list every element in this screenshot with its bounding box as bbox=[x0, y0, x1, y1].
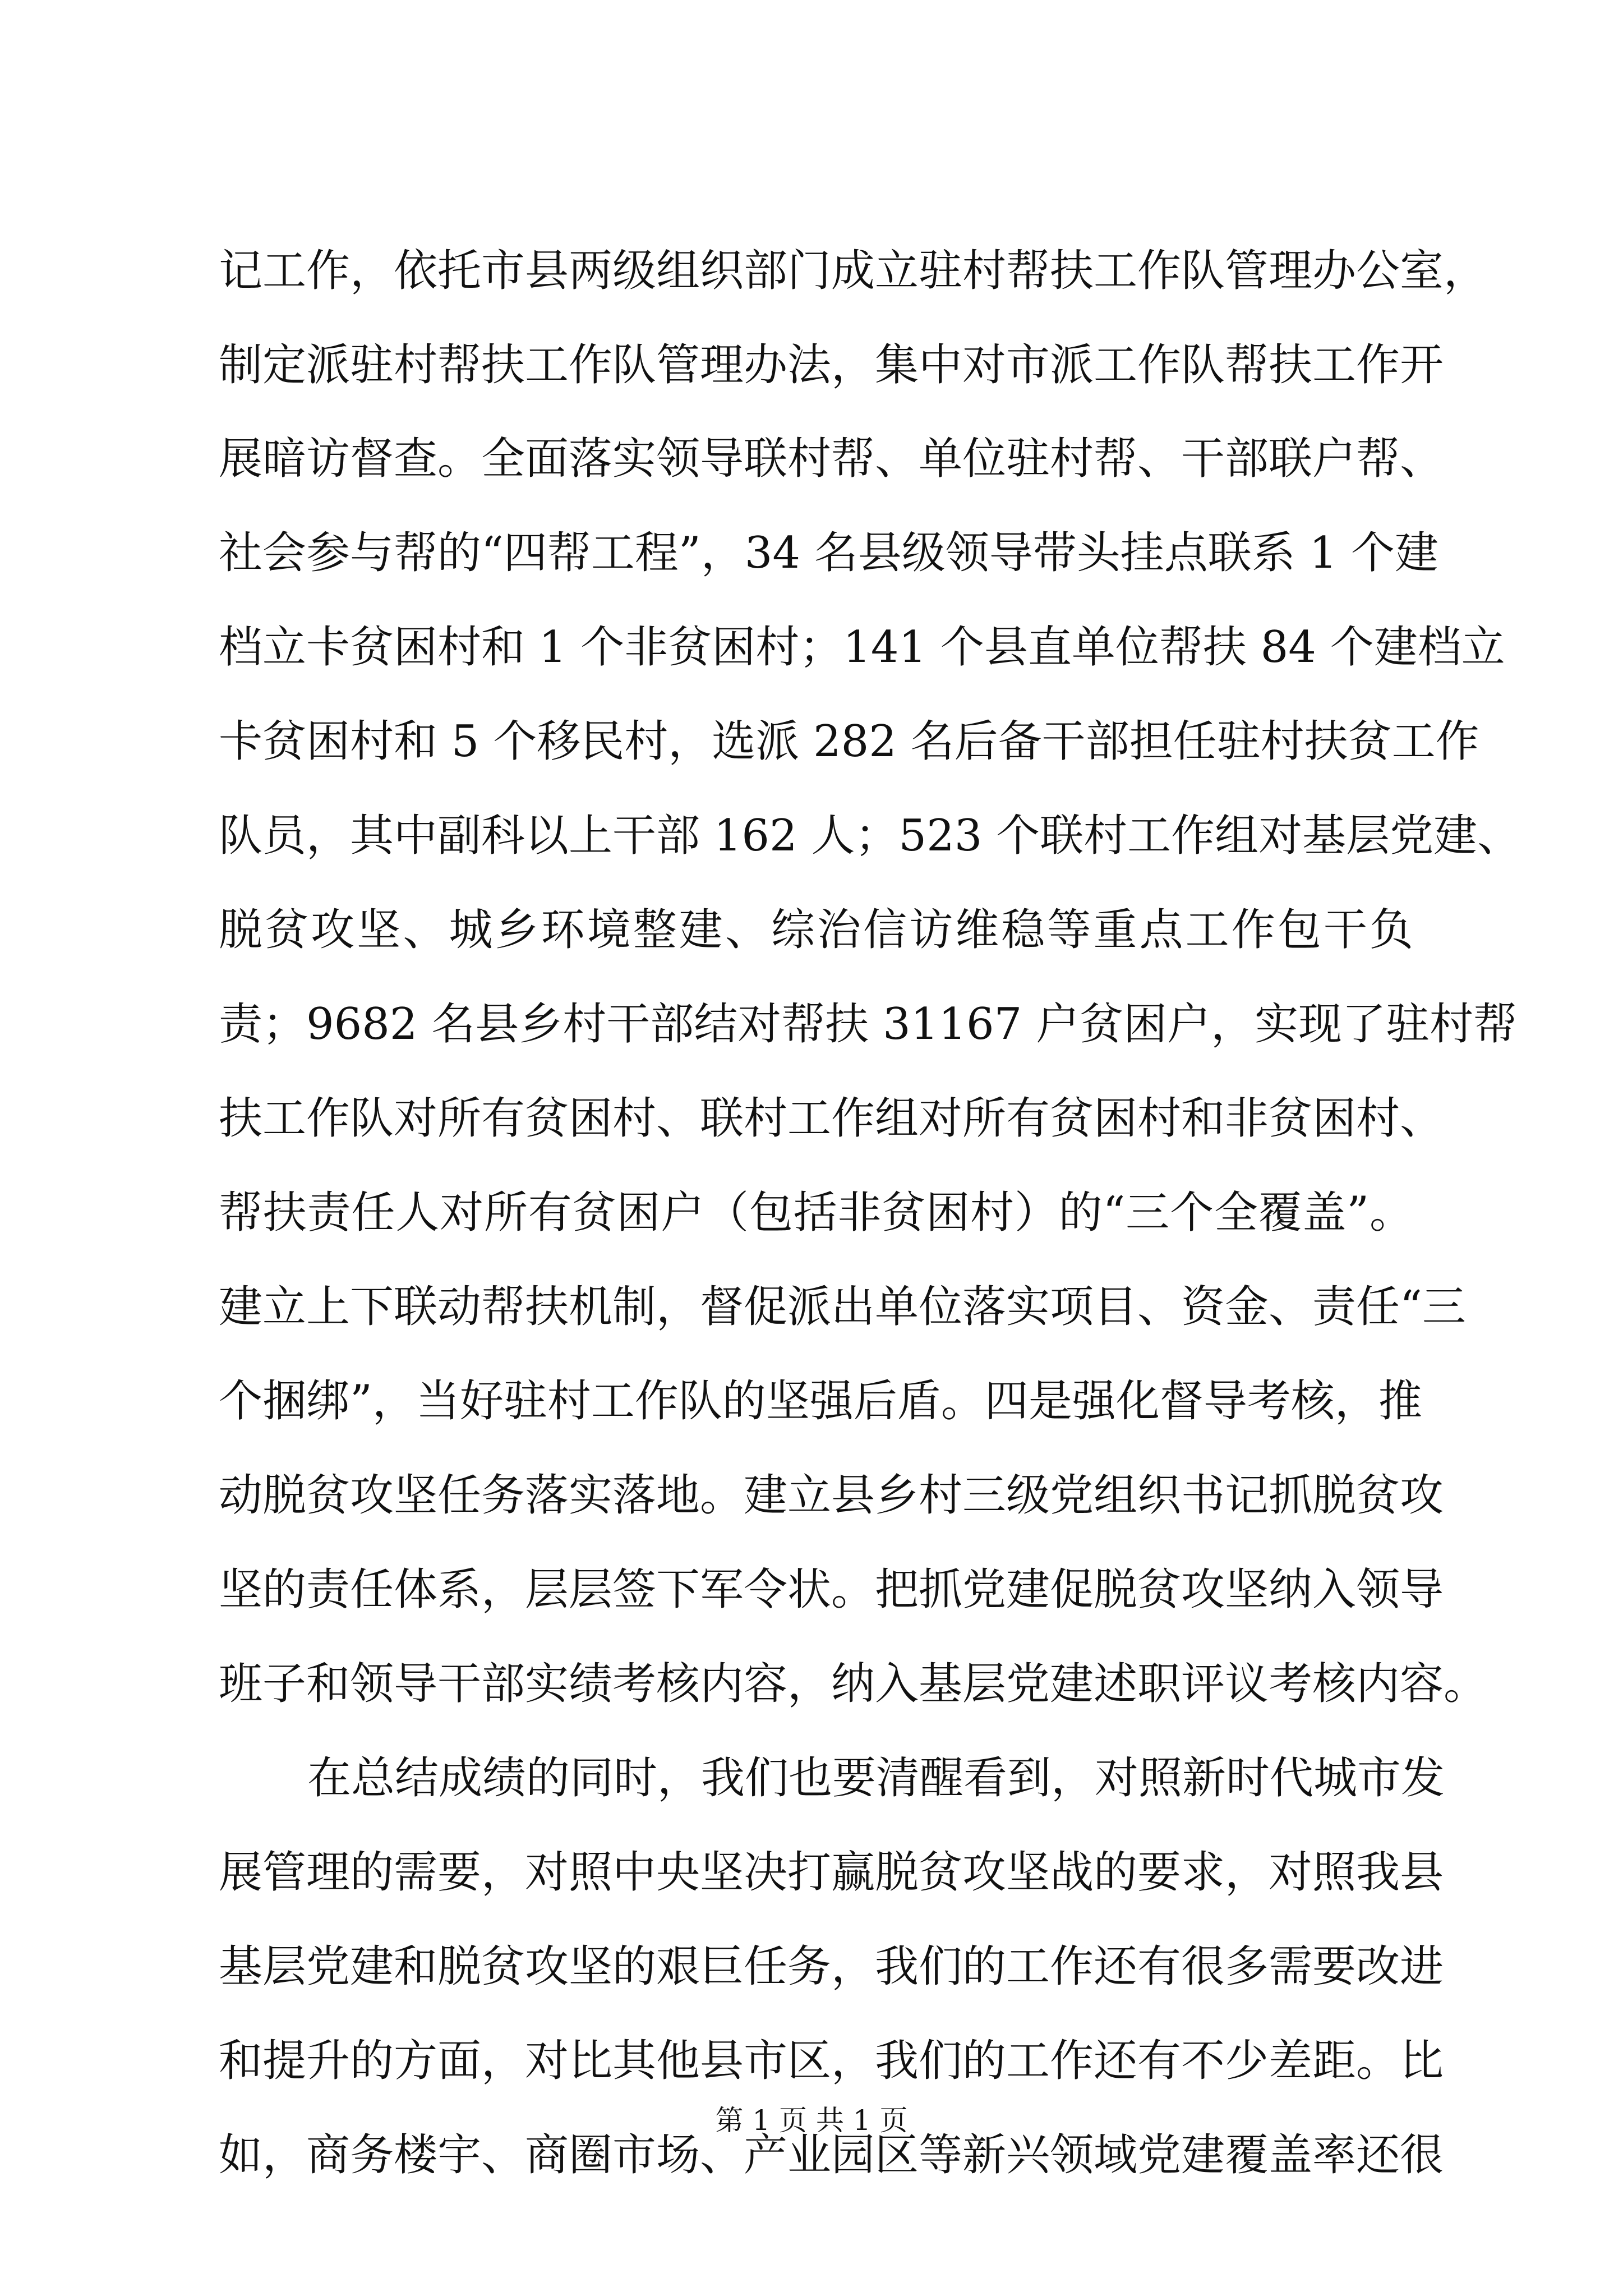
text-line: 责；9682 名县乡村干部结对帮扶 31167 户贫困户，实现了驻村帮 bbox=[219, 999, 1518, 1050]
text-line: 队员，其中副科以上干部 162 人；523 个联村工作组对基层党建、 bbox=[219, 811, 1521, 861]
text-line: 扶工作队对所有贫困村、联村工作组对所有贫困村和非贫困村、 bbox=[219, 1093, 1444, 1144]
text-line: 档立卡贫困村和 1 个非贫困村；141 个县直单位帮扶 84 个建档立 bbox=[219, 622, 1505, 673]
text-line: 制定派驻村帮扶工作队管理办法，集中对市派工作队帮扶工作开 bbox=[219, 340, 1444, 390]
text-line: 动脱贫攻坚任务落实落地。建立县乡村三级党组织书记抓脱贫攻 bbox=[219, 1470, 1444, 1521]
text-line: 社会参与帮的“四帮工程”，34 名县级领导带头挂点联系 1 个建 bbox=[219, 528, 1439, 578]
text-line: 班子和领导干部实绩考核内容，纳入基层党建述职评议考核内容。 bbox=[219, 1659, 1488, 1709]
text-line: 脱贫攻坚、城乡环境整建、综治信访维稳等重点工作包干负 bbox=[219, 905, 1413, 955]
text-line: 和提升的方面，对比其他县市区，我们的工作还有不少差距。比 bbox=[219, 2036, 1444, 2086]
text-line: 展管理的需要，对照中央坚决打赢脱贫攻坚战的要求，对照我县 bbox=[219, 1847, 1444, 1898]
text-line: 基层党建和脱贫攻坚的艰巨任务，我们的工作还有很多需要改进 bbox=[219, 1941, 1444, 1992]
page-footer: 第 1 页 共 1 页 bbox=[715, 2104, 908, 2137]
text-line: 帮扶责任人对所有贫困户（包括非贫困村）的“三个全覆盖”。 bbox=[219, 1188, 1413, 1238]
text-line: 建立上下联动帮扶机制，督促派出单位落实项目、资金、责任“三 bbox=[219, 1282, 1466, 1332]
paragraph-first-line: 在总结成绩的同时，我们也要清醒看到，对照新时代城市发 bbox=[307, 1753, 1445, 1803]
text-line: 如，商务楼宇、商圈市场、产业园区等新兴领域党建覆盖率还很 bbox=[219, 2130, 1444, 2180]
text-line: 展暗访督查。全面落实领导联村帮、单位驻村帮、干部联户帮、 bbox=[219, 434, 1444, 484]
text-line: 卡贫困村和 5 个移民村，选派 282 名后备干部担任驻村扶贫工作 bbox=[219, 716, 1479, 767]
text-line: 坚的责任体系，层层签下军令状。把抓党建促脱贫攻坚纳入领导 bbox=[219, 1565, 1444, 1615]
text-line: 记工作，依托市县两级组织部门成立驻村帮扶工作队管理办公室， bbox=[219, 246, 1488, 296]
text-line: 个捆绑”，当好驻村工作队的坚强后盾。四是强化督导考核，推 bbox=[219, 1376, 1422, 1427]
